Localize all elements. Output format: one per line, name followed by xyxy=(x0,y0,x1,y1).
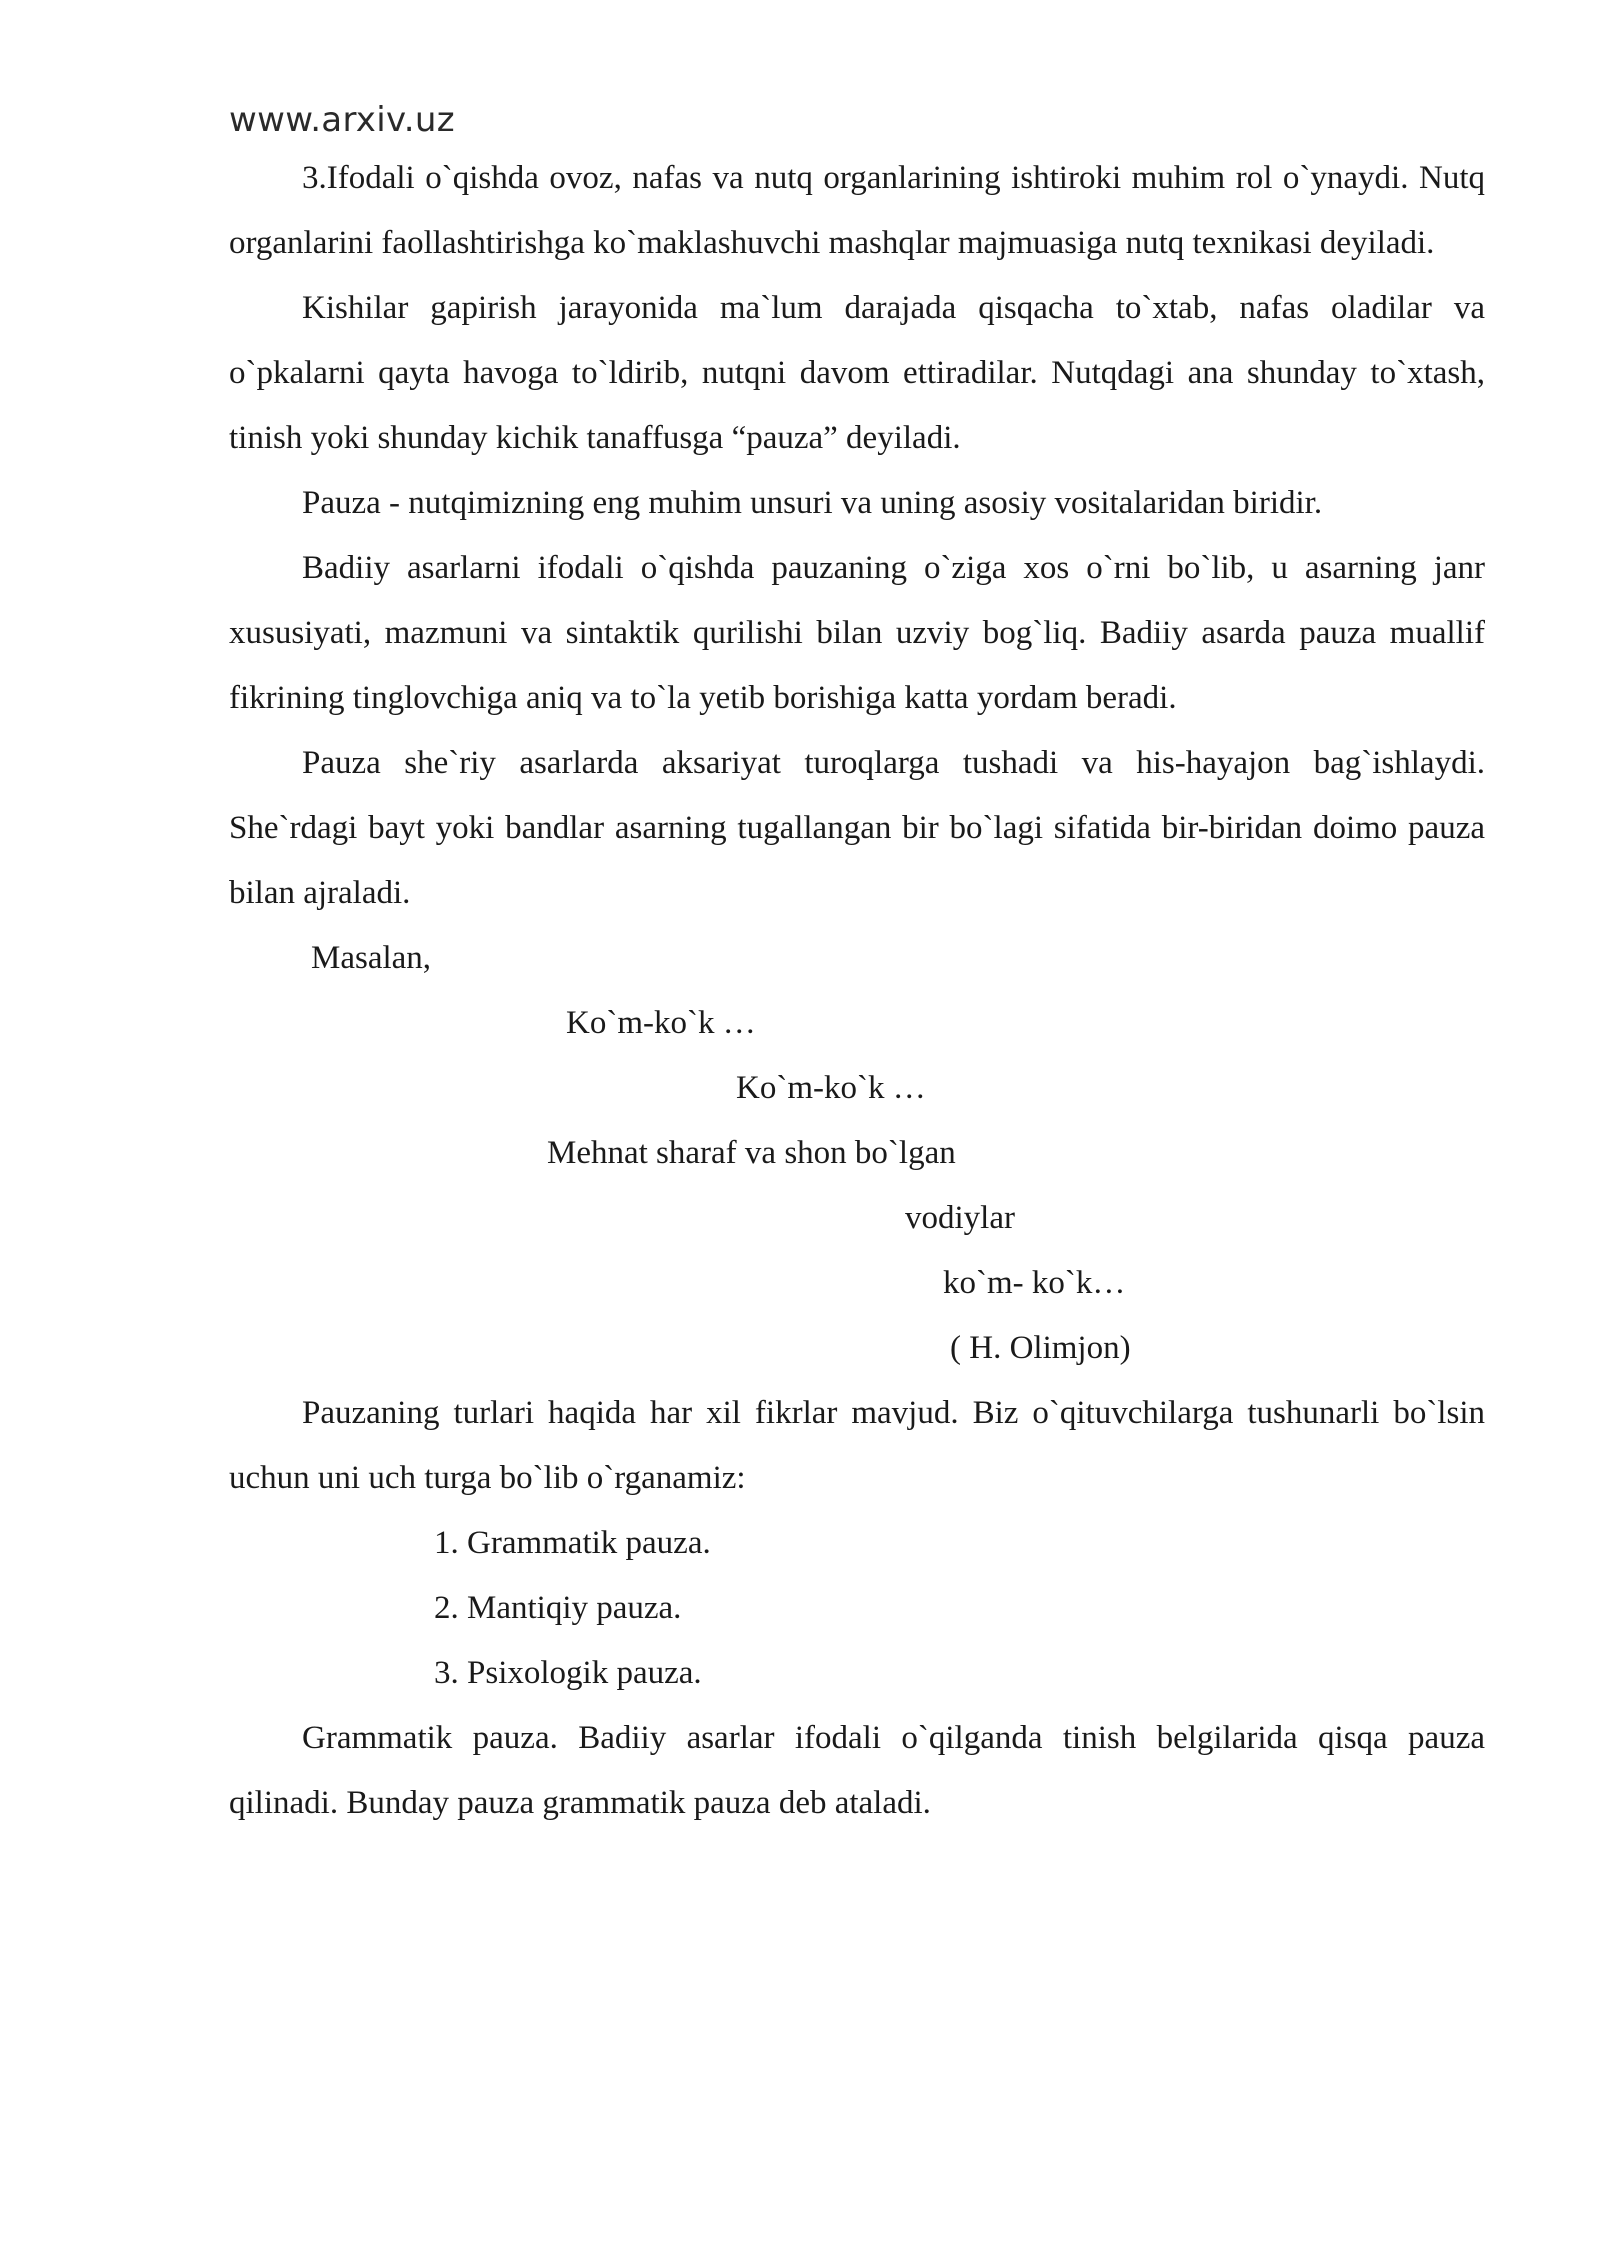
example-intro: Masalan, xyxy=(311,940,432,976)
list-item: 2. Mantiqiy pauza. xyxy=(434,1590,682,1626)
poem-line: vodiylar xyxy=(905,1200,1015,1236)
list-item: 1. Grammatik pauza. xyxy=(434,1525,711,1561)
site-watermark: www.arxiv.uz xyxy=(229,100,455,140)
poem-author: ( H. Olimjon) xyxy=(950,1330,1131,1366)
poem-line: Mehnat sharaf va shon bo`lgan xyxy=(547,1135,956,1171)
pause-types-list xyxy=(229,1511,1485,1706)
paragraph-pause-types-intro: Pauzaning turlari haqida har xil fikrlar mavjud. Biz o`qituvchilarga tushunarli bo`lsin uchun uni uch turga bo`lib o`rganamiz: xyxy=(229,1395,1485,1496)
list-item: 3. Psixologik pauza. xyxy=(434,1655,702,1691)
poem-line: ko`m- ko`k… xyxy=(943,1265,1126,1301)
paragraph-grammatical-pause: Grammatik pauza. Badiiy asarlar ifodali o`qilganda tinish belgilarida qisqa pauza qilinadi. Bunday pauza grammatik pauza deb ataladi. xyxy=(229,1720,1485,1821)
paragraph-speech-technique: 3.Ifodali o`qishda ovoz, nafas va nutq organlarining ishtiroki muhim rol o`ynaydi. Nutq organlarini faollashtirishga ko`maklashuvchi mashqlar majmuasiga nutq texnikasi deyiladi. xyxy=(229,160,1485,261)
poem-line: Ko`m-ko`k … xyxy=(736,1070,926,1106)
poem-line: Ko`m-ko`k … xyxy=(566,1005,756,1041)
paragraph-pause-in-poetry: Pauza she`riy asarlarda aksariyat turoqlarga tushadi va his-hayajon bag`ishlaydi. She`rdagi bayt yoki bandlar asarning tugallangan bir bo`lagi sifatida bir-biridan doimo pauza bilan ajraladi. xyxy=(229,745,1485,911)
paragraph-pause-in-literature: Badiiy asarlarni ifodali o`qishda pauzaning o`ziga xos o`rni bo`lib, u asarning janr xususiyati, mazmuni va sintaktik qurilishi bilan uzviy bog`liq. Badiiy asarda pauza muallif fikrining tinglovchiga aniq va to`la yetib borishiga katta yordam beradi. xyxy=(229,550,1485,716)
paragraph-pause-importance: Pauza - nutqimizning eng muhim unsuri va uning asosiy vositalaridan biridir. xyxy=(302,485,1323,521)
poem-excerpt xyxy=(229,991,1485,1381)
document-body xyxy=(229,146,1485,1836)
paragraph-pause-definition: Kishilar gapirish jarayonida ma`lum darajada qisqacha to`xtab, nafas oladilar va o`pkalarni qayta havoga to`ldirib, nutqni davom ettiradilar. Nutqdagi ana shunday to`xtash, tinish yoki shunday kichik tanaffusga “pauza” deyiladi. xyxy=(229,290,1485,456)
